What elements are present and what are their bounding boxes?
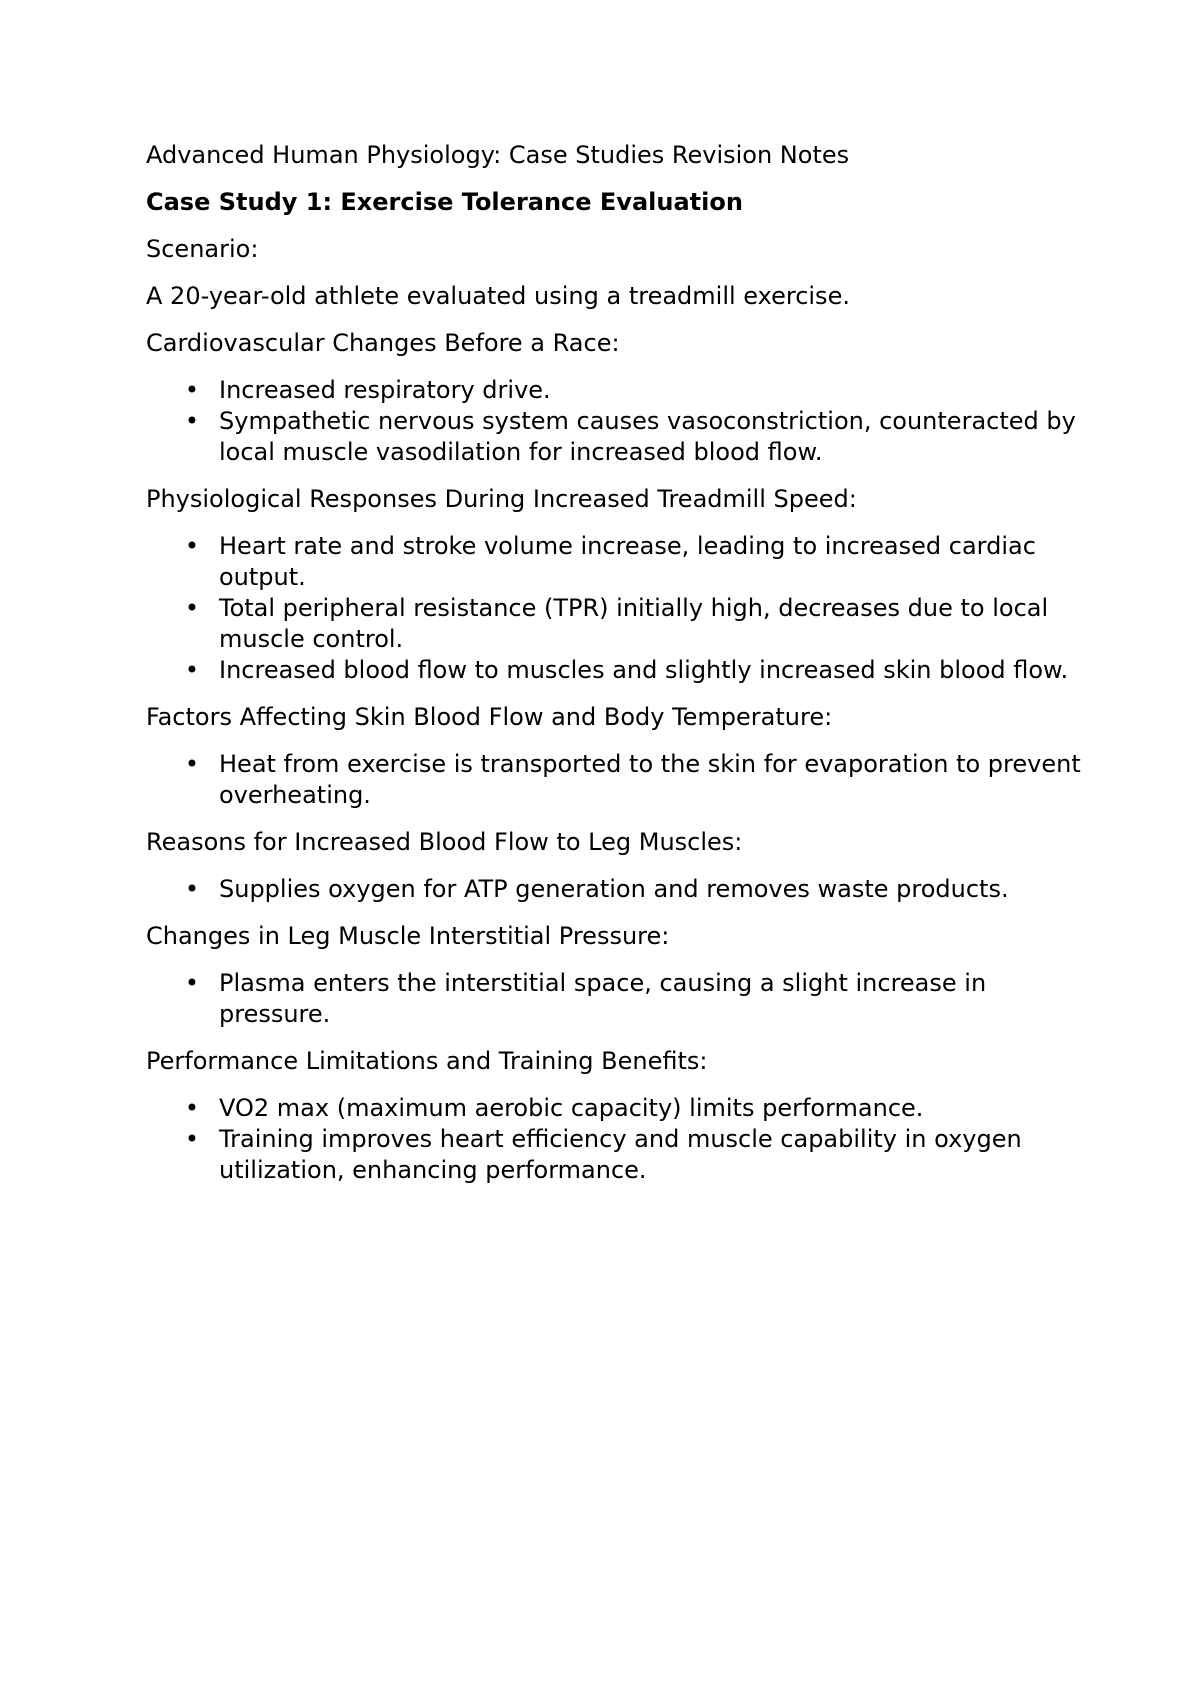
list-item-text: VO2 max (maximum aerobic capacity) limits performance. (219, 1094, 924, 1122)
bullet-list (146, 531, 1086, 686)
case-study-heading: Case Study 1: Exercise Tolerance Evaluation (146, 188, 743, 216)
bullet-icon: • (184, 656, 200, 684)
bullet-icon: • (184, 532, 200, 560)
scenario-text: A 20-year-old athlete evaluated using a treadmill exercise. (146, 282, 850, 310)
list-item (146, 375, 1086, 406)
document-page (146, 140, 1086, 1202)
list-item-text: Increased respiratory drive. (219, 376, 551, 404)
section-heading: Cardiovascular Changes Before a Race: (146, 329, 620, 357)
list-item (146, 593, 1086, 655)
list-item-text: Plasma enters the interstitial space, causing a slight increase in pressure. (219, 969, 987, 1028)
bullet-icon: • (184, 407, 200, 435)
bullet-list (146, 749, 1086, 811)
list-item (146, 749, 1086, 811)
list-item-text: Supplies oxygen for ATP generation and removes waste products. (219, 875, 1009, 903)
list-item-text: Heart rate and stroke volume increase, leading to increased cardiac output. (219, 532, 1036, 591)
list-item-text: Increased blood flow to muscles and slightly increased skin blood flow. (219, 656, 1069, 684)
list-item (146, 1093, 1086, 1124)
list-item-text: Training improves heart efficiency and muscle capability in oxygen utilization, enhancing performance. (219, 1125, 1022, 1184)
section-heading: Physiological Responses During Increased Treadmill Speed: (146, 485, 857, 513)
bullet-icon: • (184, 1094, 200, 1122)
list-item (146, 531, 1086, 593)
bullet-icon: • (184, 875, 200, 903)
list-item (146, 1124, 1086, 1186)
document-title: Advanced Human Physiology: Case Studies Revision Notes (146, 141, 850, 169)
list-item (146, 874, 1086, 905)
list-item (146, 968, 1086, 1030)
bullet-icon: • (184, 376, 200, 404)
bullet-list (146, 1093, 1086, 1186)
list-item-text: Total peripheral resistance (TPR) initially high, decreases due to local muscle control. (219, 594, 1049, 653)
bullet-list (146, 874, 1086, 905)
section-heading: Factors Affecting Skin Blood Flow and Body Temperature: (146, 703, 833, 731)
list-item (146, 655, 1086, 686)
scenario-label: Scenario: (146, 235, 259, 263)
bullet-icon: • (184, 750, 200, 778)
bullet-icon: • (184, 969, 200, 997)
list-item-text: Heat from exercise is transported to the skin for evaporation to prevent overheating. (219, 750, 1081, 809)
list-item (146, 406, 1086, 468)
bullet-list (146, 375, 1086, 468)
list-item-text: Sympathetic nervous system causes vasoconstriction, counteracted by local muscle vasodilation for increased blood flow. (219, 407, 1076, 466)
section-heading: Performance Limitations and Training Benefits: (146, 1047, 708, 1075)
section-heading: Reasons for Increased Blood Flow to Leg Muscles: (146, 828, 743, 856)
bullet-icon: • (184, 1125, 200, 1153)
bullet-list (146, 968, 1086, 1030)
section-heading: Changes in Leg Muscle Interstitial Pressure: (146, 922, 670, 950)
bullet-icon: • (184, 594, 200, 622)
